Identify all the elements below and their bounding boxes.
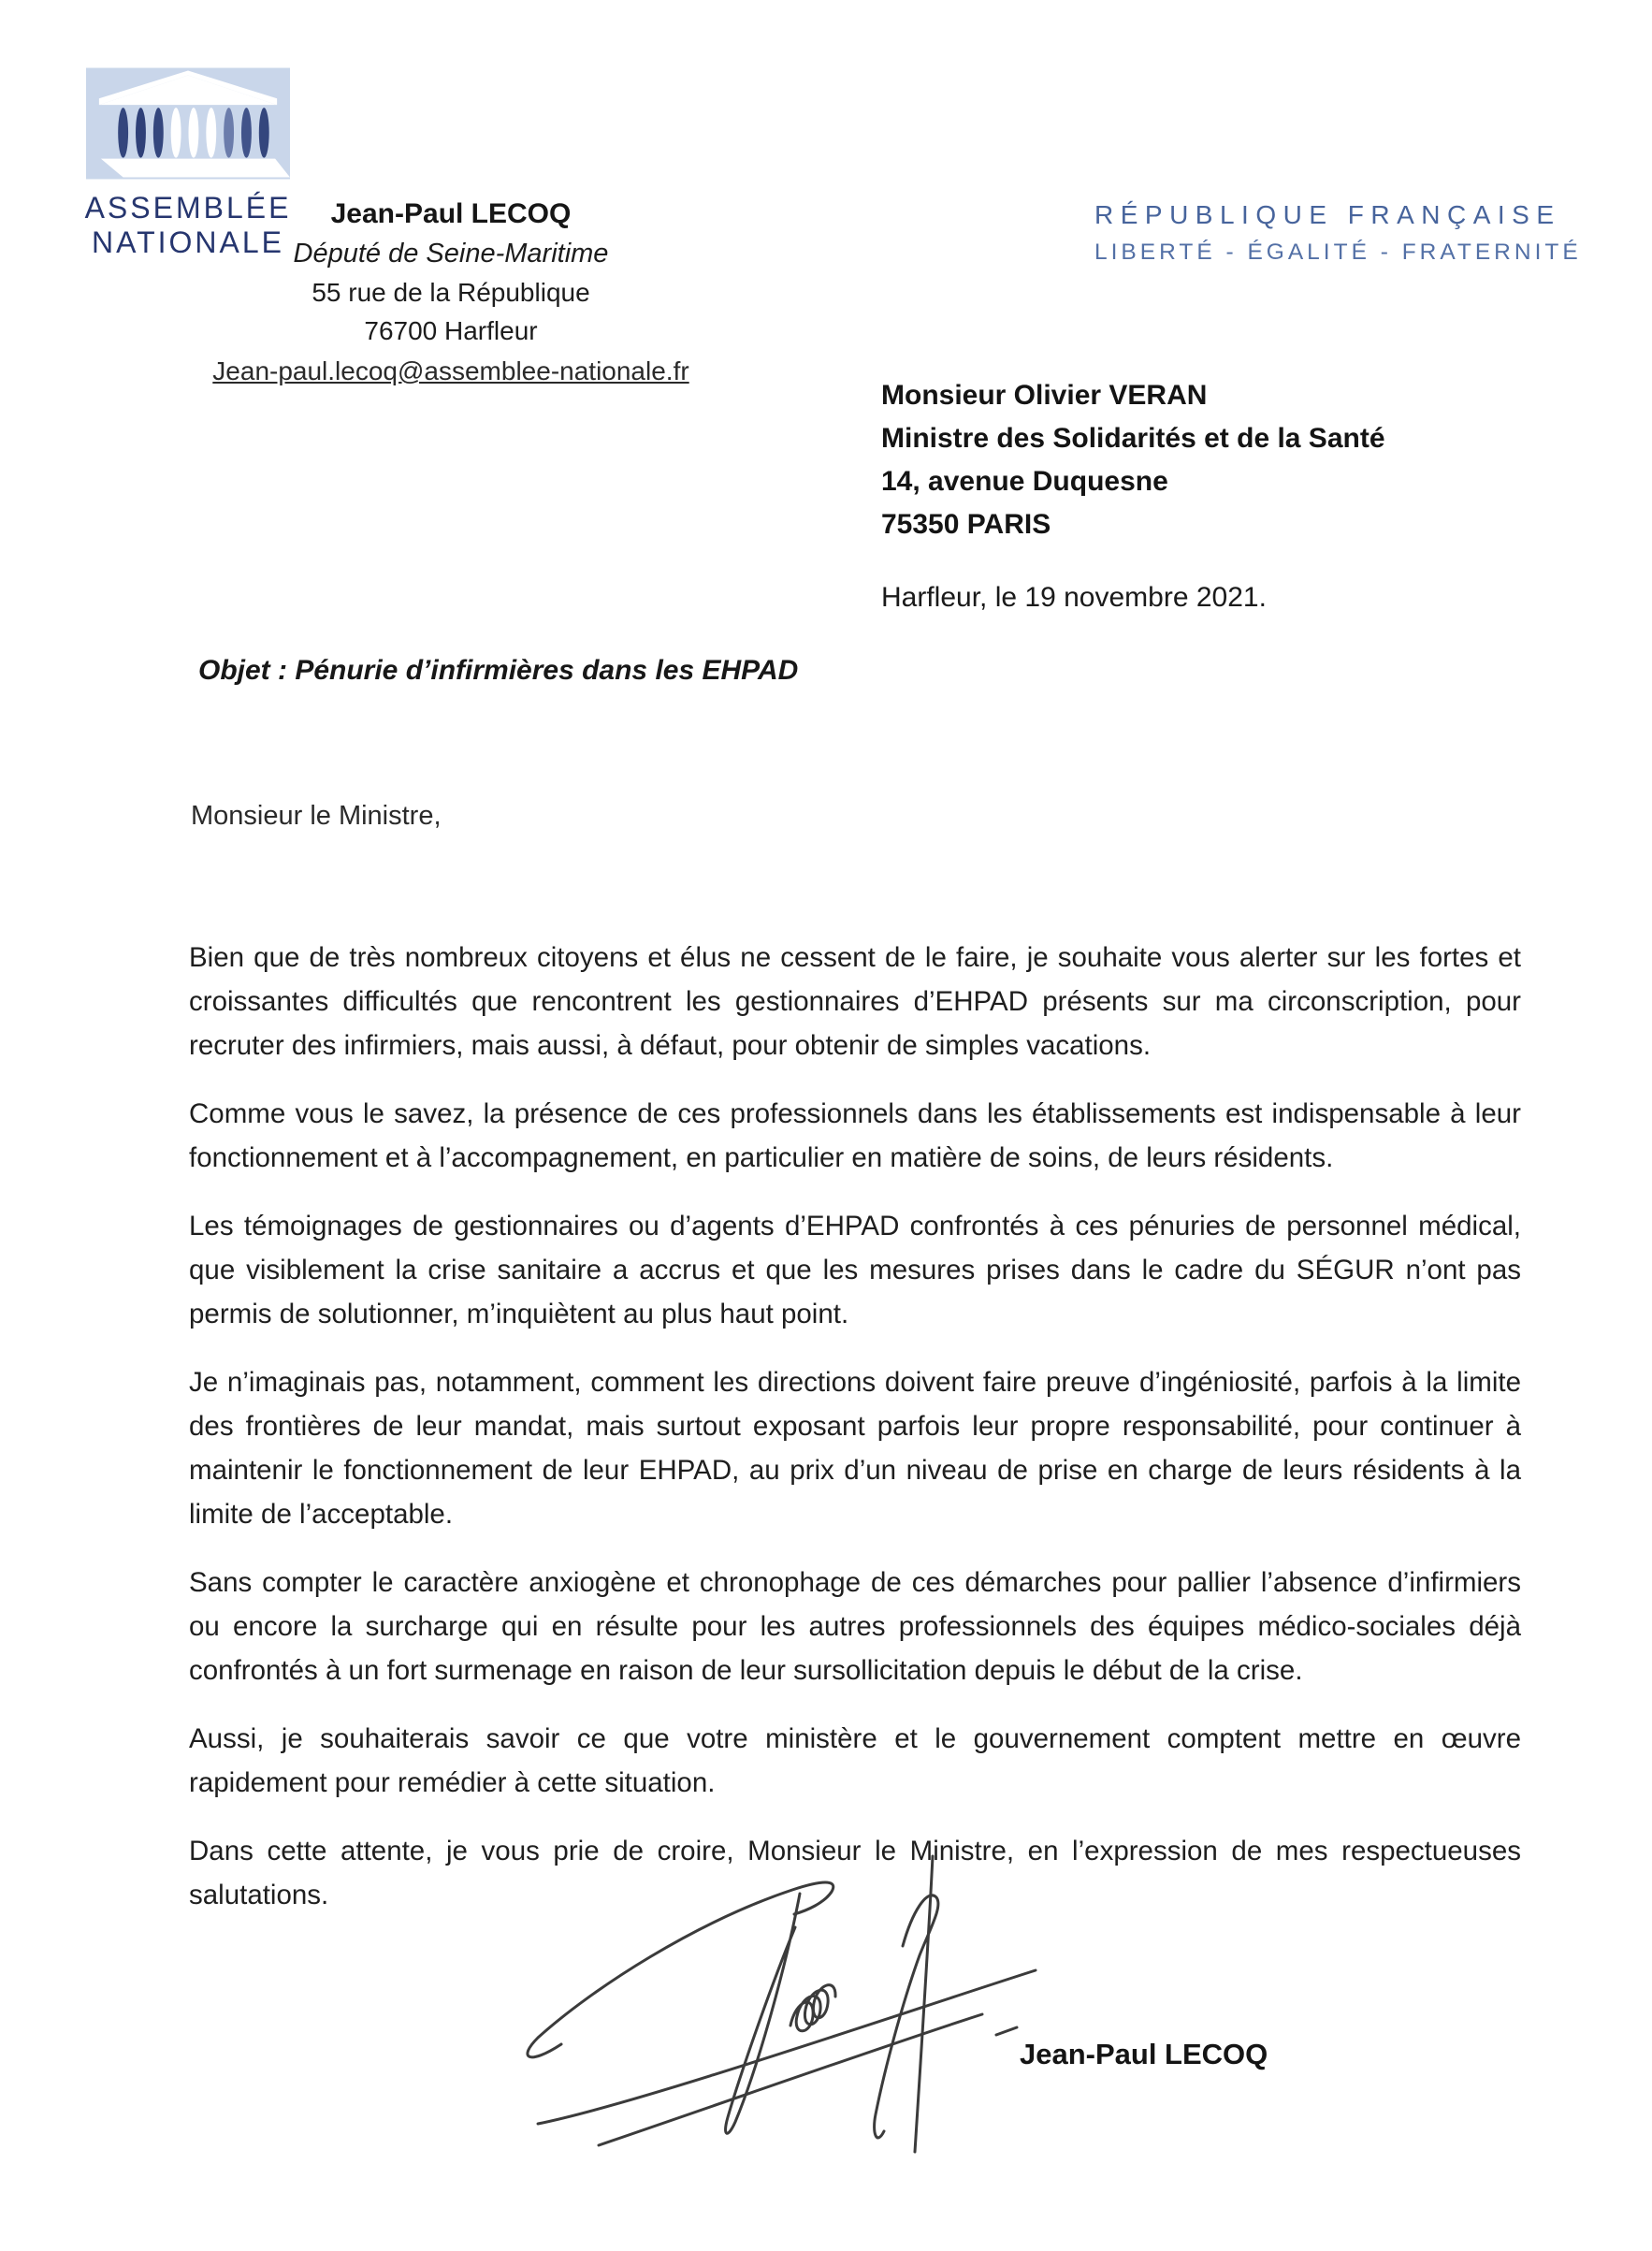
signatory-name: Jean-Paul LECOQ [1020, 2038, 1268, 2070]
sender-email: Jean-paul.lecoq@assemblee-nationale.fr [212, 356, 689, 385]
salutation: Monsieur le Ministre, [191, 801, 442, 831]
republic-motto: LIBERTÉ - ÉGALITÉ - FRATERNITÉ [1094, 240, 1582, 265]
sender-address-line1: 55 rue de la République [312, 278, 590, 307]
letter-body [189, 936, 1521, 1941]
sender-address-line2: 76700 Harfleur [364, 316, 538, 345]
body-paragraph: Les témoignages de gestionnaires ou d’agents d’EHPAD confrontés à ces pénuries de personnel médical, que visiblement la crise sanitaire a accrus et que les mesures prises dans le cadre du SÉGUR n’ont pas permis de solutionner, m’inquiètent au plus haut point. [189, 1211, 1521, 1329]
body-paragraph: Je n’imaginais pas, notamment, comment les directions doivent faire preuve d’ingéniosité, parfois à la limite des frontières de leur mandat, mais surtout exposant parfois leur propre responsabilité, pour continuer à maintenir le fonctionnement de leur EHPAD, au prix d’un niveau de prise en charge de leurs résidents à la limite de l’acceptable. [189, 1367, 1521, 1530]
body-paragraph: Bien que de très nombreux citoyens et élus ne cessent de le faire, je souhaite vous alerter sur les fortes et croissantes difficultés que rencontrent les gestionnaires d’EHPAD présents sur ma circonscription, pour recruter des infirmiers, mais aussi, à défaut, pour obtenir de simples vacations. [189, 942, 1521, 1061]
republic-block [1094, 200, 1582, 266]
sender-name: Jean-Paul LECOQ [330, 198, 572, 229]
recipient-block [881, 374, 1385, 546]
recipient-name: Monsieur Olivier VERAN [881, 380, 1208, 411]
subject-line: Objet : Pénurie d’infirmières dans les EHPAD [198, 655, 799, 686]
recipient-city: 75350 PARIS [881, 509, 1051, 540]
body-paragraph: Sans compter le caractère anxiogène et chronophage de ces démarches pour pallier l’absence d’infirmiers ou encore la surcharge qui en résulte pour les autres professionnels des équipes médico-sociales déjà confrontés à un fort surmenage en raison de leur sursollicitation depuis le début de la crise. [189, 1567, 1521, 1686]
body-paragraph: Aussi, je souhaiterais savoir ce que votre ministère et le gouvernement comptent mettre en œuvre rapidement pour remédier à cette situation. [189, 1723, 1521, 1798]
recipient-street: 14, avenue Duquesne [881, 466, 1168, 497]
body-paragraph: Comme vous le savez, la présence de ces professionnels dans les établissements est indispensable à leur fonctionnement et à l’accompagnement, en particulier en matière de soins, de leurs résidents. [189, 1098, 1521, 1173]
org-wordmark-line1: ASSEMBLÉE [84, 191, 292, 225]
sender-block [170, 198, 732, 386]
recipient-title: Ministre des Solidarités et de la Santé [881, 423, 1385, 454]
org-wordmark-line2: NATIONALE [92, 225, 284, 259]
republic-title: RÉPUBLIQUE FRANÇAISE [1094, 200, 1561, 229]
sender-role: Député de Seine-Maritime [293, 239, 609, 269]
date-line: Harfleur, le 19 novembre 2021. [881, 582, 1267, 613]
assemblee-nationale-columns-icon [86, 67, 290, 180]
body-paragraph: Dans cette attente, je vous prie de croire, Monsieur le Ministre, en l’expression de mes respectueuses salutations. [189, 1836, 1521, 1910]
